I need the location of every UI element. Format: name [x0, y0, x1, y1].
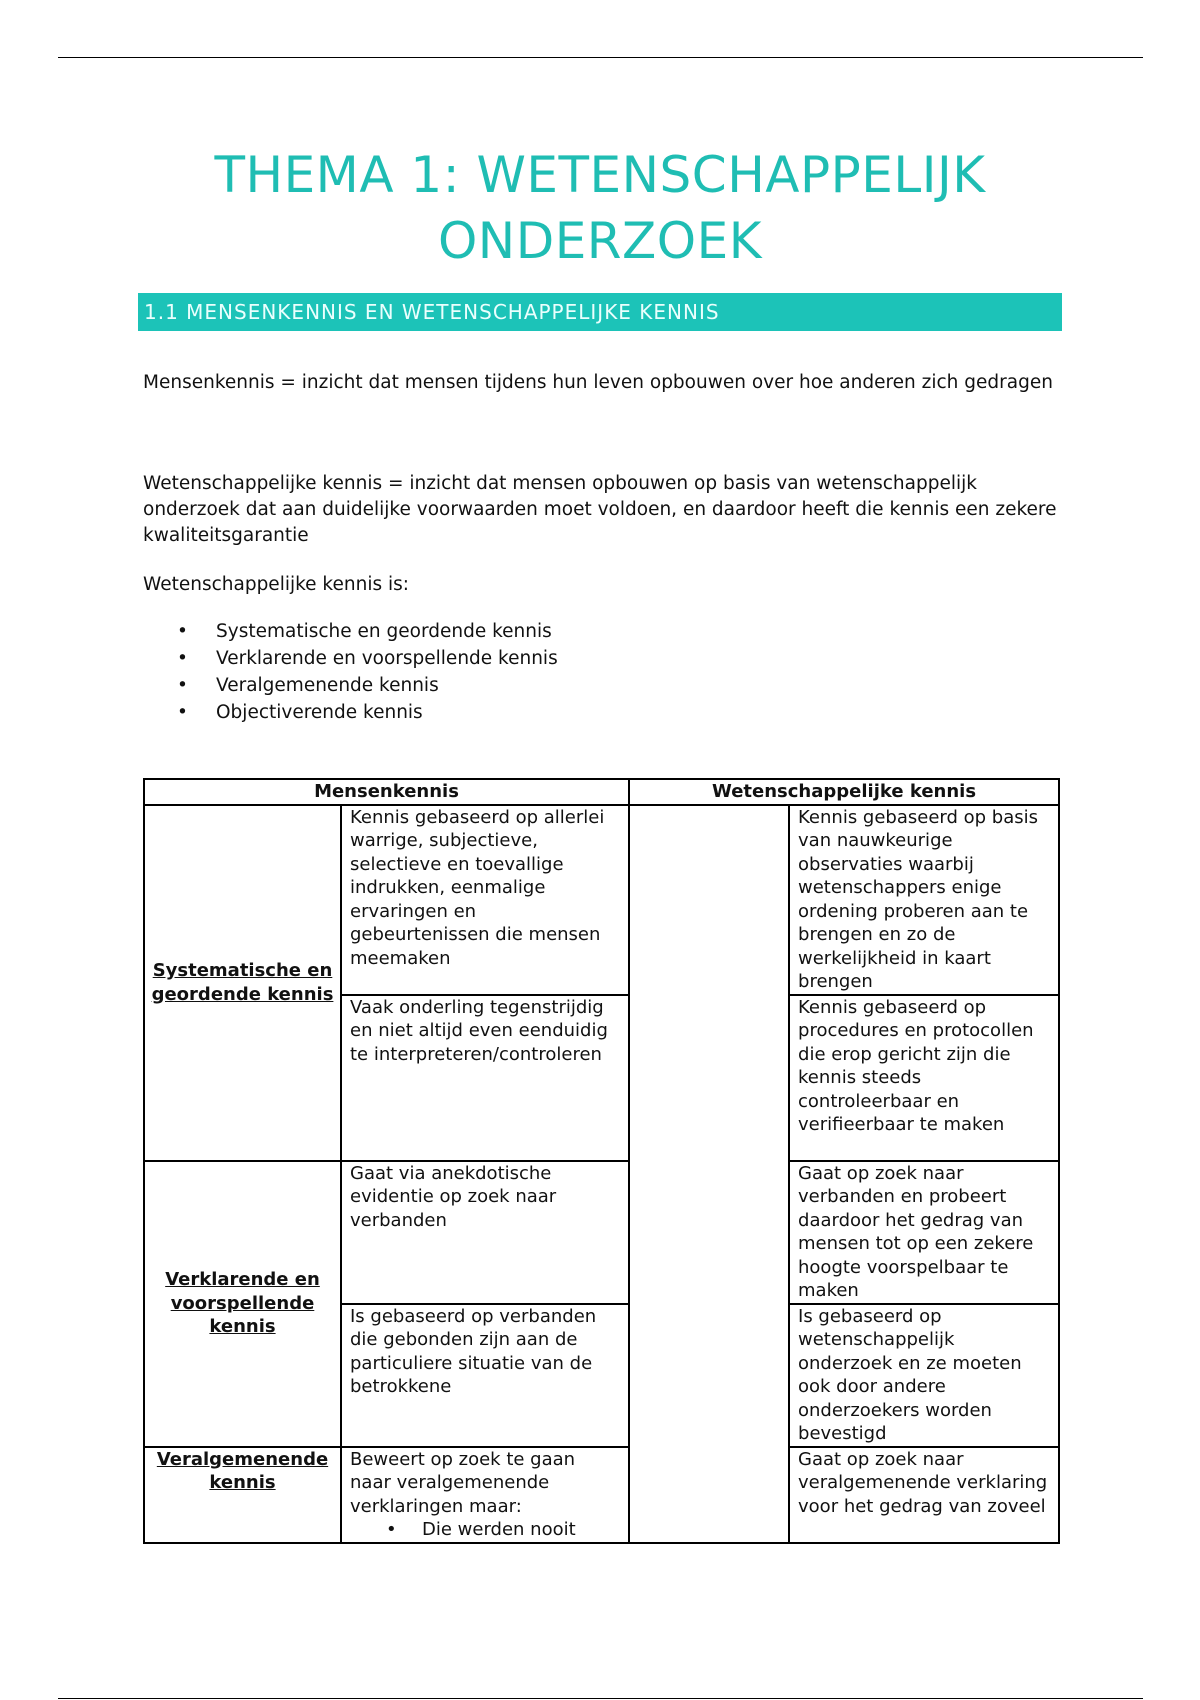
header-wetenschappelijk: Wetenschappelijke kennis	[629, 779, 1059, 805]
bullet-list	[143, 618, 558, 726]
list-item: • Veralgemenende kennis	[143, 672, 558, 699]
table-cell	[341, 1447, 629, 1543]
table-cell: Gaat op zoek naar veralgemenende verklaring voor het gedrag van zoveel	[789, 1447, 1059, 1543]
row-label: Systematische en geordende kennis	[144, 805, 341, 1161]
empty-cell	[629, 805, 789, 1543]
row-label: Veralgemenende kennis	[144, 1447, 341, 1543]
table-header-row	[144, 779, 1059, 805]
table-cell: Is gebaseerd op wetenschappelijk onderzoek en ze moeten ook door andere onderzoekers worden bevestigd	[789, 1304, 1059, 1447]
list-item: • Systematische en geordende kennis	[143, 618, 558, 645]
title-line-1: THEMA 1: WETENSCHAPPELIJK	[214, 146, 986, 204]
table-cell: Kennis gebaseerd op procedures en protocollen die erop gericht zijn die kennis steeds controleerbaar en verifieerbaar te maken	[789, 995, 1059, 1161]
list-item: • Objectiverende kennis	[143, 699, 558, 726]
row-label: Verklarende en voorspellende kennis	[144, 1161, 341, 1447]
header-mensenkennis: Mensenkennis	[144, 779, 629, 805]
page-title	[0, 142, 1200, 274]
list-item: • Die werden nooit	[350, 1518, 620, 1542]
table-row	[144, 1447, 1059, 1543]
table-cell: Kennis gebaseerd op basis van nauwkeurige observaties waarbij wetenschappers enige ordening proberen aan te brengen en zo de werkelijkheid in kaart brengen	[789, 805, 1059, 995]
cell-text: Beweert op zoek te gaan naar veralgemenende verklaringen maar:	[350, 1448, 576, 1517]
table-cell: Kennis gebaseerd op allerlei warrige, subjectieve, selectieve en toevallige indrukken, eenmalige ervaringen en gebeurtenissen die mensen meemaken	[341, 805, 629, 995]
paragraph-wetenschappelijk: Wetenschappelijke kennis = inzicht dat mensen opbouwen op basis van wetenschappelijk onderzoek dat aan duidelijke voorwaarden moet voldoen, en daardoor heeft die kennis een zekere kwaliteitsgarantie	[143, 473, 1057, 546]
table-row	[144, 1161, 1059, 1304]
comparison-table	[143, 778, 1060, 1544]
bottom-rule	[58, 1698, 1143, 1699]
table-cell: Is gebaseerd op verbanden die gebonden zijn aan de particuliere situatie van de betrokkene	[341, 1304, 629, 1447]
top-rule	[58, 57, 1143, 58]
table-cell: Gaat op zoek naar verbanden en probeert daardoor het gedrag van mensen tot op een zekere hoogte voorspelbaar te maken	[789, 1161, 1059, 1304]
table-cell: Vaak onderling tegenstrijdig en niet altijd even eenduidig te interpreteren/controleren	[341, 995, 629, 1161]
table-row	[144, 805, 1059, 995]
paragraph-intro: Wetenschappelijke kennis is:	[143, 574, 409, 595]
list-item: • Verklarende en voorspellende kennis	[143, 645, 558, 672]
paragraph-mensenkennis: Mensenkennis = inzicht dat mensen tijdens hun leven opbouwen over hoe anderen zich gedragen	[143, 372, 1053, 393]
table-cell: Gaat via anekdotische evidentie op zoek naar verbanden	[341, 1161, 629, 1304]
section-heading: 1.1 MENSENKENNIS EN WETENSCHAPPELIJKE KENNIS	[138, 293, 1062, 331]
title-line-2: ONDERZOEK	[437, 212, 763, 270]
